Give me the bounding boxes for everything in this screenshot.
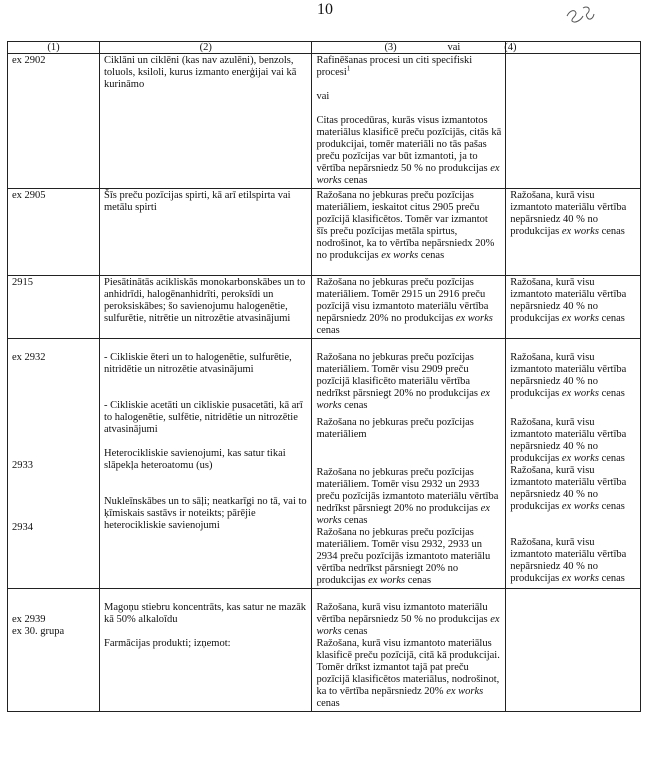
table-row [8, 54, 641, 189]
header-col-4 [506, 42, 641, 54]
alternative-rule: Ražošana, kurā visu izmantoto materiālu vērtība nepārsniedz 40 % no produkcijas ex works cenas [506, 189, 641, 276]
heading-code: ex 2939 ex 30. grupa [8, 589, 100, 712]
product-description: Piesātinātās acikliskās monokarbonskābes un to anhidrīdi, halogēnanhidrīti, peroksīdi un peroksiskābes; šo savienojumu halogenētie, sulfurētie, nitrētie un nitrozētie atvasinājumi [99, 276, 311, 339]
table-header-row [8, 42, 641, 54]
table-row [8, 189, 641, 276]
heading-code: ex 2905 [8, 189, 100, 276]
alternative-rule [506, 54, 641, 189]
product-description: Šīs preču pozīcijas spirti, kā arī etilspirta vai metālu spirti [99, 189, 311, 276]
header-col-3 [312, 42, 506, 54]
processing-rule: Ražošana no jebkuras preču pozīcijas materiāliem. Tomēr 2915 un 2916 preču pozīcijā visu izmantoto materiālu vērtība nepārsniedz 20% no produkcijas ex works cenas [312, 276, 506, 339]
header-col-1: (1) [8, 42, 100, 54]
table-row [8, 276, 641, 339]
heading-code: ex 2932 2933 2934 [8, 339, 100, 589]
header-col-2: (2) [99, 42, 311, 54]
product-description: - Cikliskie ēteri un to halogenētie, sulfurētie, nitridētie un nitrozētie atvasinājumi - Cikliskie acetāti un cikliskie pusacetāti, kā arī to halogenētie, sulfētie, nitridētie un nitrozētie atvasinājumi Heterocikliskie savienojumi, kas satur tikai slāpekļa heteroatomu (us) Nukleīnskābes un to sāļi; neatkarīgi no tā, vai to ķīmiskais sastāvs ir noteikts; pārējie heterocikliskie savienojumi [99, 339, 311, 589]
product-description: Ciklāni un ciklēni (kas nav azulēni), benzols, toluols, ksiloli, kurus izmanto enerģijai vai kā kurināmo [99, 54, 311, 189]
processing-rule: Rafinēšanas procesi un citi specifiski procesi$^1$ vai Citas procedūras, kurās visus izmantotos materiālus klasificē preču pozīcijās, citās kā produkcijai, tomēr materiāli no tās pašas preču pozīcijas var būt izmantoti, ja to vērtība nepārsniedz 50 % no produkcijas ex works cenas [312, 54, 506, 189]
handwritten-mark [563, 2, 597, 26]
alternative-rule: Ražošana, kurā visu izmantoto materiālu vērtība nepārsniedz 40 % no produkcijas ex works cenas Ražošana, kurā visu izmantoto materiālu vērtība nepārsniedz 40 % no produkcijas ex works cenas Ražošana, kurā visu izmantoto materiālu vērtība nepārsniedz 40 % no produkcijas ex works cenas Ražošana, kurā visu izmantoto materiālu vērtība nepārsniedz 40 % no produkcijas ex works cenas [506, 339, 641, 589]
table-row [8, 589, 641, 712]
product-description: Magoņu stiebru koncentrāts, kas satur ne mazāk kā 50% alkaloīdu Farmācijas produkti; izņemot: [99, 589, 311, 712]
page-number: 10 [317, 1, 333, 18]
heading-code: 2915 [8, 276, 100, 339]
table-row [8, 339, 641, 589]
rules-table [7, 41, 641, 712]
heading-code: ex 2902 [8, 54, 100, 189]
heading-code-2934: 2934 [12, 522, 33, 533]
processing-rule: Ražošana no jebkuras preču pozīcijas materiāliem, ieskaitot citus 2905 preču pozīcijā klasificētos. Tomēr var izmantot šīs preču pozīcijas metāla spirtus, nodrošinot, ka to vērtība nepārsniedx 20% no produkcijas ex works cenas [312, 189, 506, 276]
header-col-4-label: (4) [504, 42, 517, 53]
processing-rule: Ražošana, kurā visu izmantoto materiālu vērtība nepārsniedz 50 % no produkcijas ex works cenas Ražošana, kurā visu izmantoto materiālus klasificē preču pozīcijā, citā kā produkcijai. Tomēr drīkst izmantot tajā pat preču pozīcijā klasificētos materiālus, nodrošinot, ka to vērtība nepārsniedz 20% ex works cenas [312, 589, 506, 712]
alternative-rule: Ražošana, kurā visu izmantoto materiālu vērtība nepārsniedz 40 % no produkcijas ex works cenas [506, 276, 641, 339]
alternative-rule [506, 589, 641, 712]
header-col-3-label: (3) [384, 42, 397, 53]
header-or-label: vai [447, 42, 461, 53]
processing-rule: Ražošana no jebkuras preču pozīcijas materiāliem. Tomēr visu 2909 preču pozīcijā klasificēto materiālu vērtība nedrīkst pārsniegt 20% no produkcijas ex works cenas Ražošana no jebkuras preču pozīcijas materiāliem Ražošana no jebkuras preču pozīcijas materiāliem. Tomēr visu 2932 un 2933 preču pozīcijās izmantoto materiālu vērtība nedrīkst pārsniegt 20% no produkcijas ex works cenas Ražošana no jebkuras preču pozīcijas materiāliem. Tomēr visu 2932, 2933 un 2934 preču pozīcijās izmantoto materiālu vērtība nedrīkst pārsniegt 20% no produkcijas ex works cenas [312, 339, 506, 589]
heading-code-2933: 2933 [12, 460, 33, 471]
